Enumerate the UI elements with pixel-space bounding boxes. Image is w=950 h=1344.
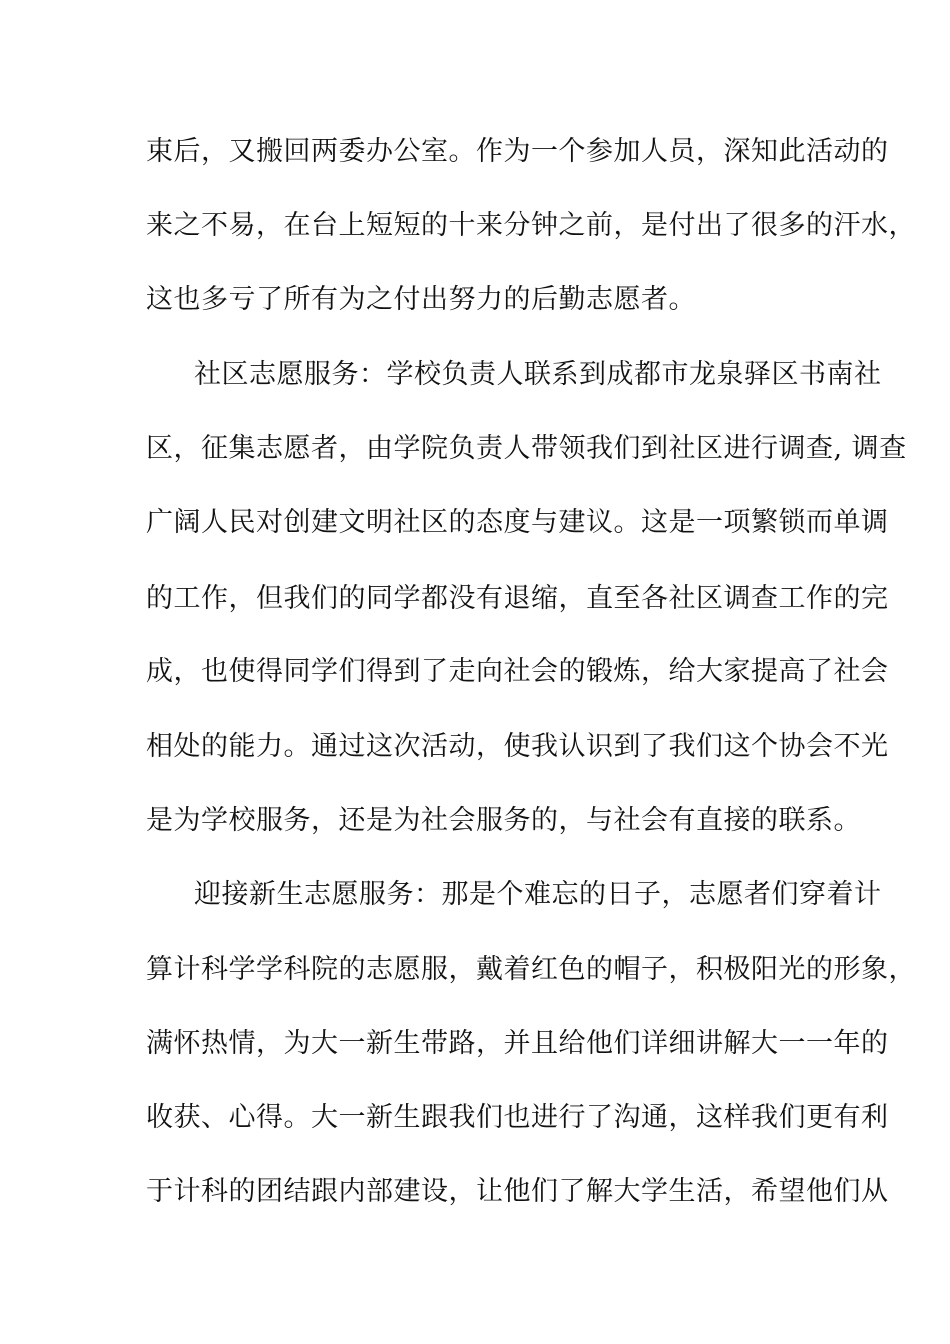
text-line: 是为学校服务，还是为社会服务的，与社会有直接的联系。 [146,805,861,836]
text-line: 算计科学学科院的志愿服，戴着红色的帽子，积极阳光的形象， [146,954,916,985]
text-line: 于计科的团结跟内部建设，让他们了解大学生活，希望他们从 [146,1176,889,1207]
text-line: 成，也使得同学们得到了走向社会的锻炼，给大家提高了社会 [146,656,889,687]
text-line: 相处的能力。通过这次活动，使我认识到了我们这个协会不光 [146,731,889,762]
text-line: 广阔人民对创建文明社区的态度与建议。这是一项繁锁而单调 [146,507,889,538]
text-line: 收获、心得。大一新生跟我们也进行了沟通，这样我们更有利 [146,1102,889,1133]
paragraph-start-line: 迎接新生志愿服务：那是个难忘的日子，志愿者们穿着计 [194,879,882,910]
text-line: 来之不易，在台上短短的十来分钟之前，是付出了很多的汗水， [146,210,916,241]
text-line: 区，征集志愿者，由学院负责人带领我们到社区进行调查, 调查 [146,433,907,464]
text-line: 束后，又搬回两委办公室。作为一个参加人员，深知此活动的 [146,136,889,167]
text-line: 的工作，但我们的同学都没有退缩，直至各社区调查工作的完 [146,583,889,614]
paragraph-start-line: 社区志愿服务：学校负责人联系到成都市龙泉驿区书南社 [194,359,882,390]
text-line: 满怀热情，为大一新生带路，并且给他们详细讲解大一一年的 [146,1028,889,1059]
text-line: 这也多亏了所有为之付出努力的后勤志愿者。 [146,284,696,315]
